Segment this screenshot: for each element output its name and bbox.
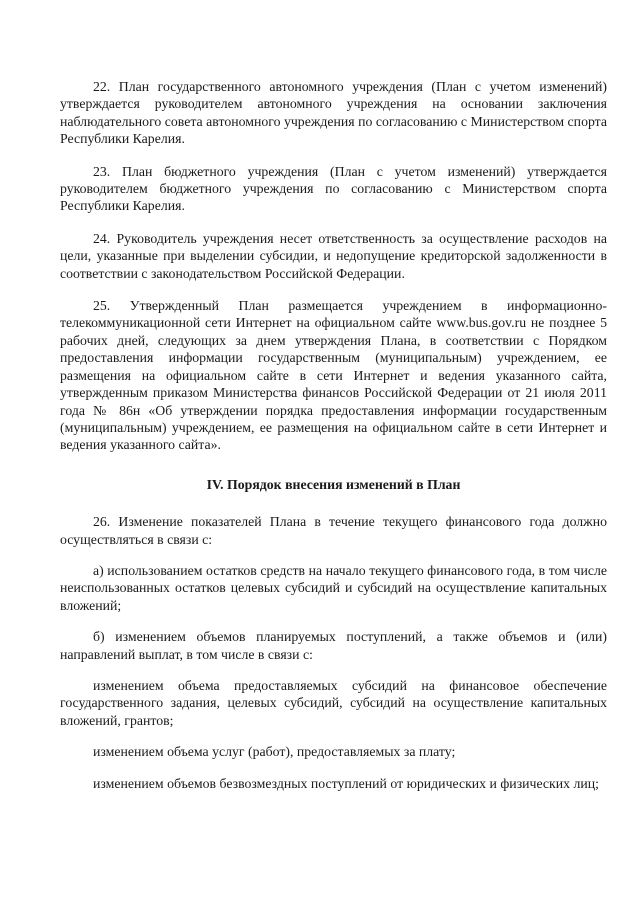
paragraph-paid-services-change: изменением объема услуг (работ), предоставляемых за плату; [93, 744, 456, 760]
document-body [60, 78, 607, 806]
paragraph-26-b: б) изменением объемов планируемых поступлений, а также объемов и (или) направлений выплат, в том числе в связи с: [60, 629, 607, 662]
paragraph-donations-change: изменением объемов безвозмездных поступлений от юридических и физических лиц; [93, 775, 599, 791]
paragraph-24: 24. Руководитель учреждения несет ответственность за осуществление расходов на цели, указанные при выделении субсидии, и недопущение кредиторской задолженности в соответствии с законодательством Российской Федерации. [60, 230, 607, 281]
paragraph-25: 25. Утвержденный План размещается учреждением в информационно-телекоммуникационной сети Интернет на официальном сайте www.bus.gov.ru не позднее 5 рабочих дней, следующих за днем утверждения Плана, в соответствии с Порядком предоставления информации государственным (муниципальным) учреждением, ее размещения на официальном сайте в сети Интернет и ведения указанного сайта, утвержденным приказом Министерства финансов Российской Федерации от 21 июля 2011 года № 86н «Об утверждении порядка предоставления информации государственным (муниципальным) учреждением, ее размещения на официальном сайте в сети Интернет и ведения указанного сайта». [60, 298, 607, 453]
paragraph-subsidy-change: изменением объема предоставляемых субсидий на финансовое обеспечение государственного задания, целевых субсидий, субсидий на осуществление капитальных вложений, грантов; [60, 677, 607, 728]
paragraph-22: 22. План государственного автономного учреждения (План с учетом изменений) утверждается руководителем автономного учреждения на основании заключения наблюдательного совета автономного учреждения по согласованию с Министерством спорта Республики Карелия. [60, 79, 607, 147]
section-heading: IV. Порядок внесения изменений в План [206, 476, 461, 492]
paragraph-26-a: а) использованием остатков средств на начало текущего финансового года, в том числе неиспользованных остатков целевых субсидий и субсидий на осуществление капитальных вложений; [60, 562, 607, 613]
paragraph-26: 26. Изменение показателей Плана в течение текущего финансового года должно осуществляться в связи с: [60, 514, 607, 547]
paragraph-23: 23. План бюджетного учреждения (План с учетом изменений) утверждается руководителем бюджетного учреждения по согласованию с Министерством спорта Республики Карелия. [60, 163, 607, 214]
